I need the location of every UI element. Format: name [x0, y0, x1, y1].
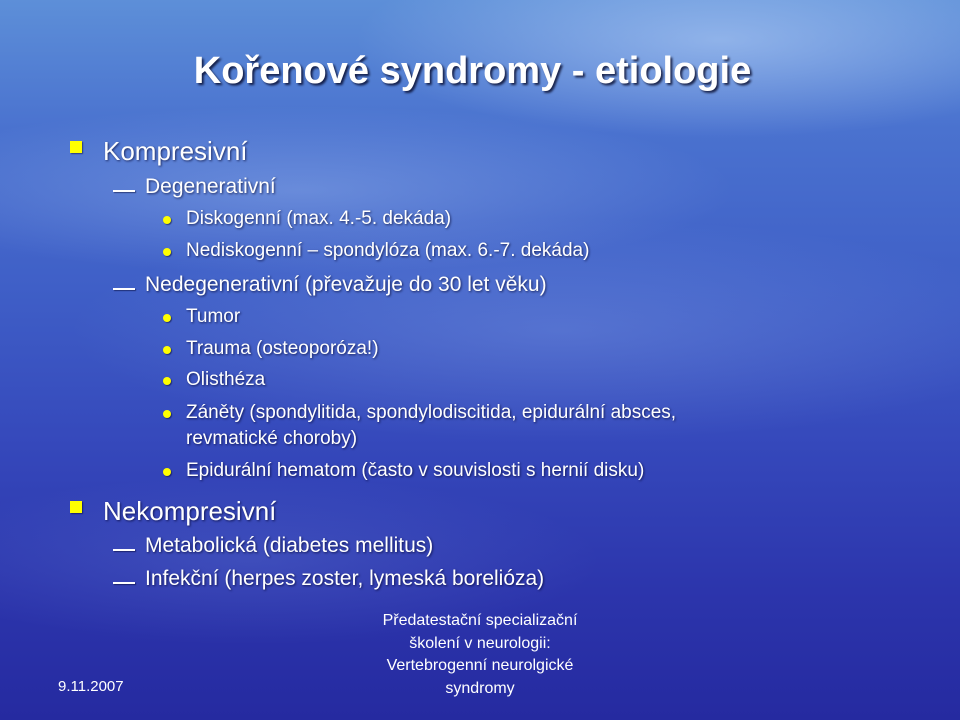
list-item-level3: Olisthéza — [186, 369, 266, 390]
list-item-level3-continuation: revmatické choroby) — [186, 428, 358, 449]
list-item-level3: Záněty (spondylitida, spondylodiscitida, epidurální absces, — [186, 402, 677, 423]
dash-bullet-icon — [113, 549, 135, 551]
dot-bullet-icon — [163, 346, 171, 354]
dot-bullet-icon — [163, 216, 171, 224]
footer-line: syndromy — [445, 679, 515, 697]
list-item-level2: Degenerativní — [145, 175, 276, 198]
square-bullet-icon — [70, 141, 82, 153]
footer-date: 9.11.2007 — [58, 678, 124, 695]
list-item-level2: Infekční (herpes zoster, lymeská borelióza) — [145, 567, 545, 590]
dash-bullet-icon — [113, 582, 135, 584]
list-item-level2: Nedegenerativní (převažuje do 30 let věku) — [145, 273, 547, 296]
footer-line: Vertebrogenní neurolgické — [386, 657, 574, 674]
dot-bullet-icon — [163, 468, 171, 476]
dot-bullet-icon — [163, 248, 171, 256]
dash-bullet-icon — [113, 190, 135, 192]
list-item-level3: Trauma (osteoporóza!) — [186, 338, 379, 359]
footer-line: Předatestační specializační — [382, 612, 578, 629]
footer-line: školení v neurologii: — [409, 634, 551, 652]
dash-bullet-icon — [113, 288, 135, 290]
list-item-level3: Tumor — [186, 306, 241, 327]
dot-bullet-icon — [163, 377, 171, 385]
list-item-level3: Diskogenní (max. 4.-5. dekáda) — [186, 208, 452, 229]
list-item-level3: Epidurální hematom (často v souvislosti s hernií disku) — [186, 460, 645, 481]
square-bullet-icon — [70, 501, 82, 513]
list-item-level3: Nediskogenní – spondylóza (max. 6.-7. dekáda) — [186, 240, 590, 261]
dot-bullet-icon — [163, 314, 171, 322]
list-item-level1: Nekompresivní — [103, 496, 277, 526]
dot-bullet-icon — [163, 410, 171, 418]
list-item-level1: Kompresivní — [103, 136, 248, 166]
footer-course-info — [330, 610, 630, 700]
list-item-level2: Metabolická (diabetes mellitus) — [145, 534, 434, 557]
slide-title: Kořenové syndromy - etiologie — [193, 50, 752, 92]
